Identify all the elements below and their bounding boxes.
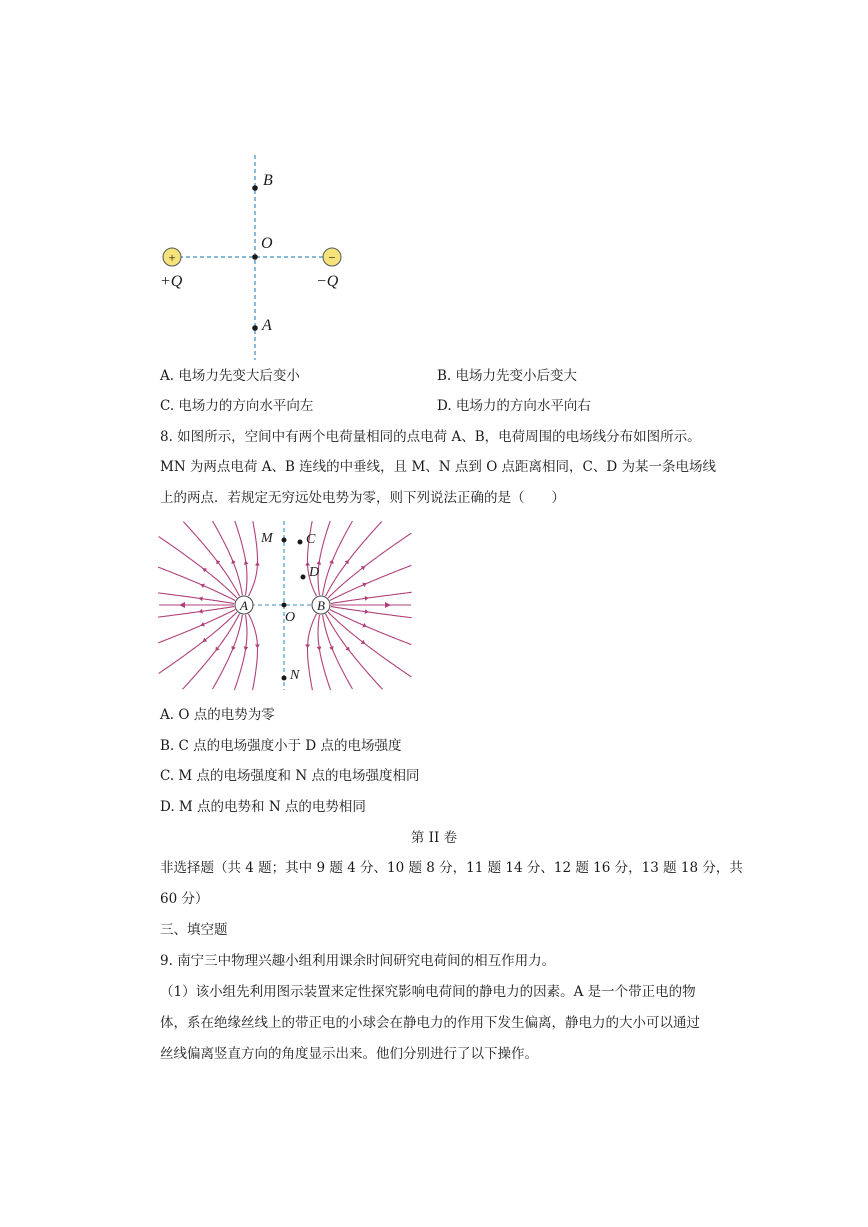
q9-sub1-line1: （1）该小组先利用图示装置来定性探究影响电荷间的静电力的因素。A 是一个带正电的物 [160, 984, 696, 1000]
axis-field-arrow-left [179, 602, 185, 608]
field-line-17 [326, 614, 383, 689]
figure-field-lines [155, 518, 415, 693]
point-N [282, 676, 287, 681]
field-line-12 [235, 521, 247, 595]
q8-option-b: B. C 点的电场强度小于 D 点的电场强度 [160, 738, 402, 754]
section-desc-line2: 60 分） [160, 891, 209, 907]
field-arrow-10 [216, 560, 220, 565]
point-D [301, 575, 306, 580]
section-desc-line1: 非选择题（共 4 题；其中 9 题 4 分、10 题 8 分，11 题 14 分、12 题 16 分，13 题 18 分，共 [160, 860, 743, 876]
point-C [298, 540, 303, 545]
point-O [282, 603, 287, 608]
field-arrow-20 [305, 644, 310, 648]
field-arrow-24 [345, 560, 349, 565]
q7-option-d: D. 电场力的方向水平向右 [437, 398, 591, 414]
field-line-1 [234, 615, 247, 690]
q7-option-b: B. 电场力先变小后变大 [437, 368, 578, 384]
field-line-24 [326, 522, 382, 597]
label-charge-A: A [240, 598, 248, 613]
field-line-15 [330, 610, 412, 645]
field-line-3 [183, 614, 240, 689]
label-C: C [306, 532, 316, 547]
field-arrow-13 [255, 562, 260, 566]
q9-sub1-line3: 丝线偏离竖直方向的角度显示出来。他们分别进行了以下操作。 [160, 1046, 538, 1062]
field-line-8 [158, 567, 235, 600]
part-heading: 三、填空题 [160, 922, 228, 938]
q7-option-c: C. 电场力的方向水平向左 [160, 398, 314, 414]
figure-dipole-axes [150, 150, 370, 365]
label-charge-B: B [317, 598, 325, 613]
q8-stem-line3: 上的两点．若规定无穷远处电势为零，则下列说法正确的是（ ） [160, 490, 565, 506]
label-minus-Q: −Q [316, 273, 339, 290]
q8-stem-line2: MN 为两点电荷 A、B 连线的中垂线，且 M、N 点到 O 点距离相同，C、D 为某一条电场线 [160, 459, 716, 475]
field-line-10 [183, 522, 239, 597]
field-line-9 [159, 537, 237, 598]
point-B [252, 185, 258, 191]
label-N: N [290, 668, 300, 683]
q8-stem-line1: 8. 如图所示，空间中有两个电荷量相同的点电荷 A、B，电荷周围的电场线分布如图所示。 [160, 429, 701, 445]
q8-option-c: C. M 点的电场强度和 N 点的电场强度相同 [160, 768, 420, 784]
label-M: M [261, 531, 273, 546]
field-arrow-1 [244, 646, 249, 650]
field-arrow-19 [317, 646, 322, 650]
positive-sign: + [168, 250, 176, 265]
field-line-19 [318, 615, 331, 690]
point-O [252, 254, 258, 260]
q8-option-a: A. O 点的电势为零 [160, 707, 275, 723]
point-M [282, 538, 287, 543]
label-plus-Q: +Q [160, 273, 183, 290]
axis-field-arrow-right [385, 602, 391, 608]
field-line-13 [249, 521, 258, 596]
q8-option-d: D. M 点的电势和 N 点的电势相同 [160, 799, 366, 815]
label-O: O [285, 610, 296, 625]
field-line-22 [318, 521, 330, 595]
q9-stem: 9. 南宁三中物理兴趣小组利用课余时间研究电荷间的相互作用力。 [160, 953, 556, 969]
label-O: O [261, 235, 273, 252]
field-line-4 [159, 612, 237, 673]
label-D: D [309, 565, 320, 580]
field-line-20 [308, 614, 317, 690]
point-A [252, 325, 258, 331]
section-title: 第 II 卷 [410, 830, 458, 846]
field-arrow-0 [255, 644, 260, 648]
q9-sub1-line2: 体，系在绝缘丝线上的带正电的小球会在静电力的作用下发生偏离，静电力的大小可以通过 [160, 1015, 700, 1031]
field-line-26 [330, 565, 412, 600]
negative-sign: − [328, 250, 336, 265]
label-A: A [262, 317, 272, 334]
q7-option-a: A. 电场力先变大后变小 [160, 368, 300, 384]
field-line-0 [249, 614, 258, 690]
field-line-5 [158, 610, 235, 643]
label-B: B [263, 172, 273, 189]
